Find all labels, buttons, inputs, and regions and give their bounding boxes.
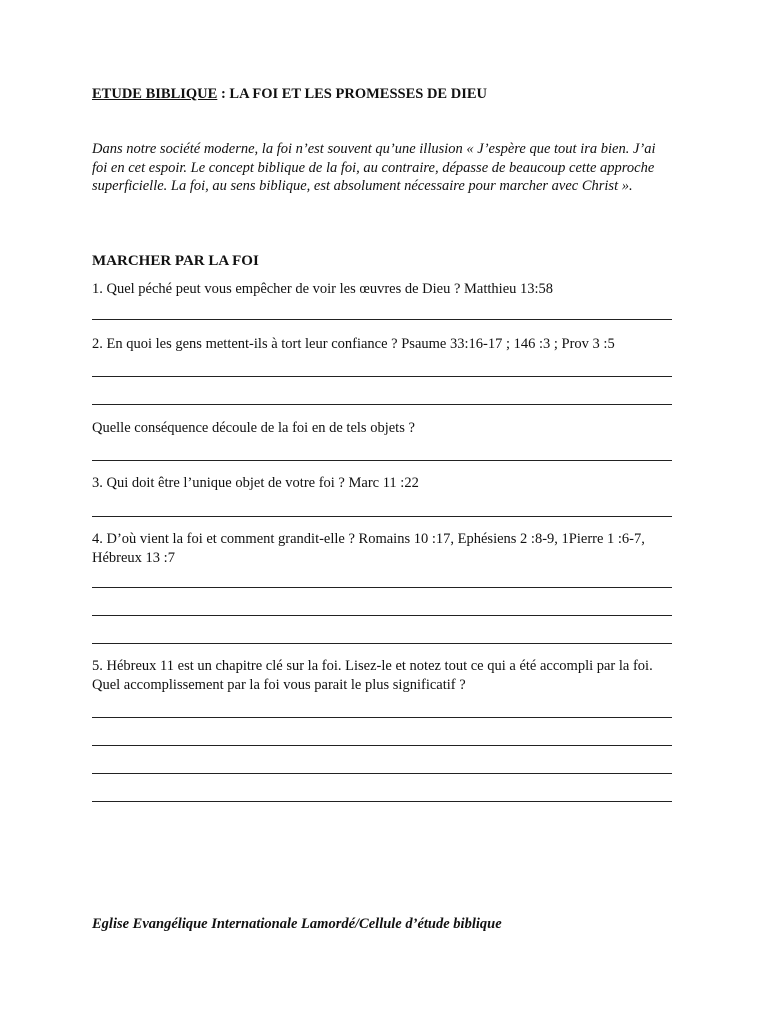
answer-line[interactable] bbox=[92, 615, 672, 616]
document-title bbox=[92, 85, 674, 104]
answer-line[interactable] bbox=[92, 801, 672, 802]
title-text: : LA FOI ET LES PROMESSES DE DIEU bbox=[217, 86, 487, 102]
answer-line[interactable] bbox=[92, 745, 672, 746]
answer-line[interactable] bbox=[92, 460, 672, 461]
question-3: 3. Qui doit être l’unique objet de votre foi ? Marc 11 :22 bbox=[92, 475, 419, 491]
answer-line[interactable] bbox=[92, 643, 672, 644]
section-heading: MARCHER PAR LA FOI bbox=[92, 253, 259, 269]
answer-line[interactable] bbox=[92, 319, 672, 320]
question-2: 2. En quoi les gens mettent-ils à tort leur confiance ? Psaume 33:16-17 ; 146 :3 ; Prov 3 :5 bbox=[92, 336, 615, 352]
intro-paragraph: Dans notre société moderne, la foi n’est souvent qu’une illusion « J’espère que tout ira bien. J’ai foi en cet espoir. Le concept biblique de la foi, au contraire, dépasse de beaucoup cette approche superficielle. La foi, au sens biblique, est absolument nécessaire pour marcher avec Christ ». bbox=[92, 141, 656, 194]
answer-line[interactable] bbox=[92, 404, 672, 405]
answer-line[interactable] bbox=[92, 587, 672, 588]
answer-line[interactable] bbox=[92, 773, 672, 774]
question-4: 4. D’où vient la foi et comment grandit-elle ? Romains 10 :17, Ephésiens 2 :8-9, 1Pierre 1 :6-7, Hébreux 13 :7 bbox=[92, 531, 645, 566]
question-2-followup: Quelle conséquence découle de la foi en de tels objets ? bbox=[92, 420, 415, 436]
title-label: ETUDE BIBLIQUE bbox=[92, 86, 218, 102]
footer-text: Eglise Evangélique Internationale Lamordé/Cellule d’étude biblique bbox=[92, 916, 502, 932]
question-1: 1. Quel péché peut vous empêcher de voir les œuvres de Dieu ? Matthieu 13:58 bbox=[92, 281, 554, 297]
question-5: 5. Hébreux 11 est un chapitre clé sur la foi. Lisez-le et notez tout ce qui a été accompli par la foi. Quel accomplissement par la foi vous parait le plus significatif ? bbox=[92, 658, 653, 693]
answer-line[interactable] bbox=[92, 376, 672, 377]
answer-line[interactable] bbox=[92, 717, 672, 718]
answer-line[interactable] bbox=[92, 516, 672, 517]
